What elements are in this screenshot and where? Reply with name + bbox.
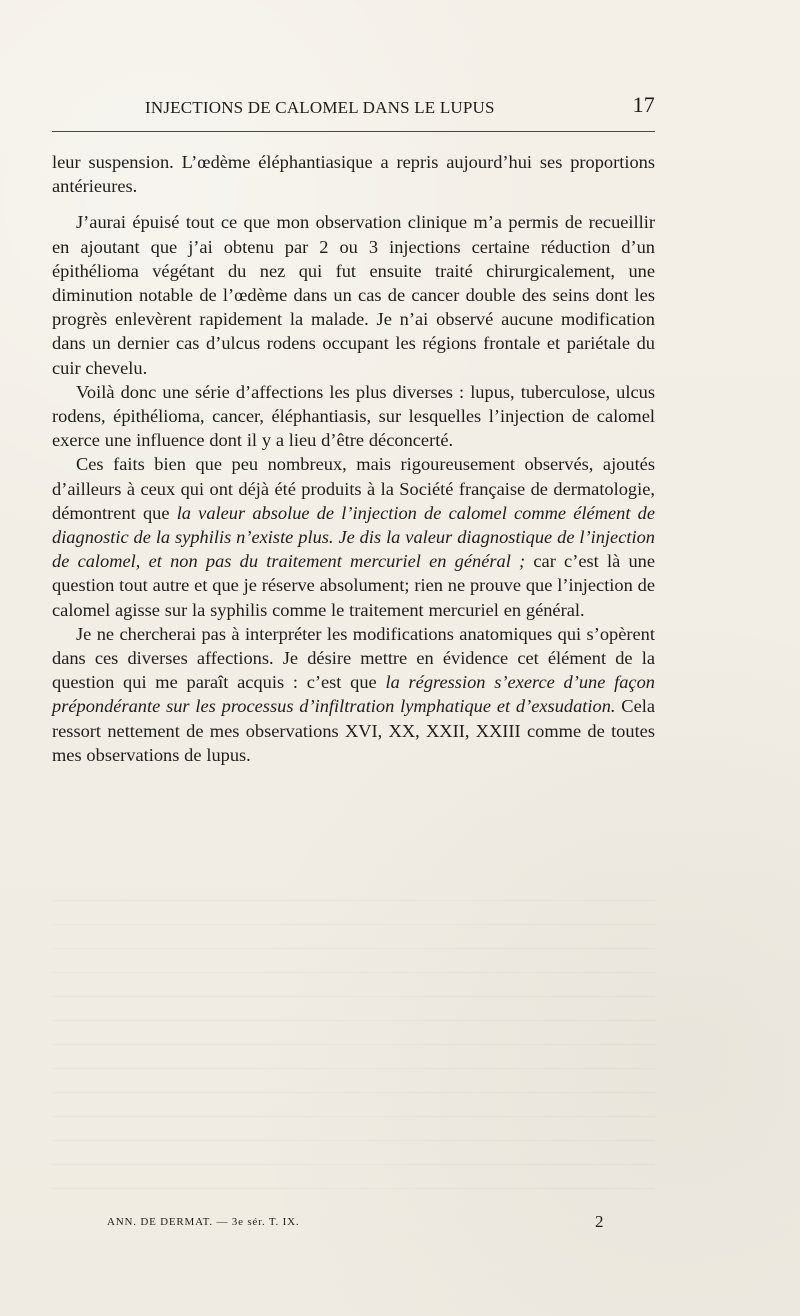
paragraph bbox=[52, 210, 655, 379]
paragraph-segment: Voilà donc une série d’affections les plus diverses : lupus, tuberculose, ulcus rodens, épithélioma, cancer, éléphantiasis, sur lesquelles l’injection de calomel exerce une influence dont il y a lieu d’être déconcerté. bbox=[52, 381, 655, 451]
footer-page-number: 2 bbox=[595, 1212, 604, 1231]
running-header-title: INJECTIONS DE CALOMEL DANS LE LUPUS bbox=[145, 98, 495, 117]
paragraph-segment: Cela ressort nettement de mes observations XVI, XX, XXII, XXIII comme de toutes mes observations de lupus. bbox=[52, 696, 656, 765]
paragraph-segment: car c’est là une question tout autre et que je réserve absolument; rien ne prouve que l’injection de calomel agisse sur la syphilis comme le traitement mercuriel en général. bbox=[52, 551, 655, 620]
body-text bbox=[52, 150, 655, 767]
paragraph-segment: leur suspension. L’œdème éléphantiasique a repris aujourd’hui ses proportions antérieures. bbox=[52, 152, 655, 197]
journal-footer: ANN. DE DERMAT. — 3e sér. T. IX. bbox=[107, 1216, 300, 1228]
paragraph bbox=[52, 380, 655, 453]
italic-paragraph-segment: la valeur absolue de l’injection de calomel comme élément de diagnostic de la syphilis n’existe plus. Je dis la valeur diagnostique de l’injection de calomel, et non pas du traitement mercuriel en général ; bbox=[52, 502, 655, 572]
show-through-texture bbox=[52, 900, 655, 1190]
paragraph-segment: Ces faits bien que peu nombreux, mais rigoureusement observés, ajoutés d’ailleurs à ceux qui ont déjà été produits à la Société française de dermatologie, démontrent que bbox=[52, 454, 655, 523]
paragraph bbox=[52, 622, 655, 767]
paragraph-continuation bbox=[52, 150, 655, 198]
running-header bbox=[145, 92, 655, 124]
header-rule bbox=[52, 131, 655, 132]
paragraph-segment: J’aurai épuisé tout ce que mon observation clinique m’a permis de recueillir en ajoutant que j’ai obtenu par 2 ou 3 injections certaine réduction d’un épithélioma végétant du nez qui fut ensuite traité chirurgicalement, une diminution notable de l’œdème dans un cas de cancer double des seins dont les progrès enlevèrent rapidement la malade. Je n’ai observé aucune modification dans un dernier cas d’ulcus rodens occupant les régions frontale et pariétale du cuir chevelu. bbox=[52, 212, 655, 378]
paragraph bbox=[52, 452, 655, 621]
header-page-number: 17 bbox=[632, 92, 655, 117]
italic-paragraph-segment: la régression s’exerce d’une façon prépondérante sur les processus d’infiltration lymphatique et d’exsudation. bbox=[52, 672, 655, 717]
paragraph-segment: Je ne chercherai pas à interpréter les modifications anatomiques qui s’opèrent dans ces diverses affections. Je désire mettre en évidence cet élément de la question qui me paraît acquis : c’est que bbox=[52, 623, 655, 693]
